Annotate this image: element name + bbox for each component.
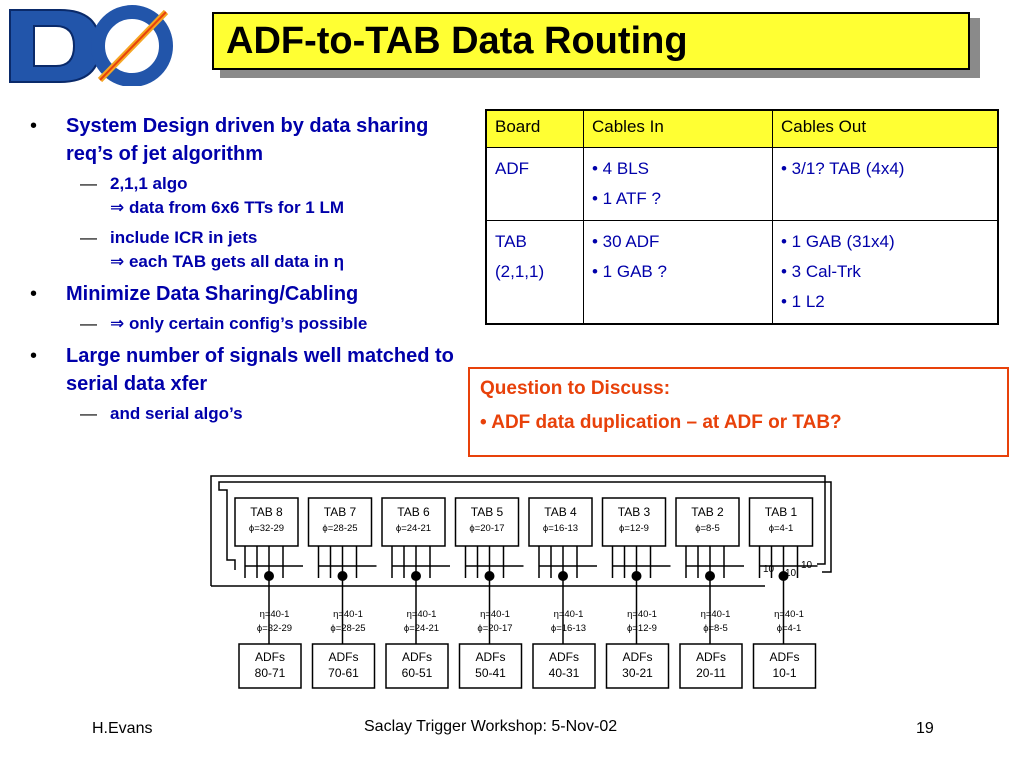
adf-name: ADFs [549,650,579,664]
tab-name: TAB 4 [544,505,577,519]
adf-range: 80-71 [254,666,286,680]
column-header: Board [486,110,584,148]
bullet-item [30,112,480,168]
table-header-row [486,110,998,148]
tab-phi-label: ϕ=24-21 [395,523,432,534]
table-cell [584,221,773,325]
tab-phi-label: ϕ=28-25 [322,523,358,534]
eta-range-label: η=40-1 [700,609,731,620]
column-header: Cables Out [773,110,999,148]
cell-text: • 1 L2 [781,292,825,311]
table-cell [773,148,999,221]
routing-diagram [205,474,835,692]
bullet-dot-icon: • [30,345,38,367]
eta-range-label: η=40-1 [553,609,584,620]
adf-range: 50-41 [475,666,506,680]
tab-name: TAB 2 [691,505,724,519]
cable-count-label: 10 [785,568,797,579]
tab-phi-label: ϕ=32-29 [248,523,285,534]
column-header: Cables In [584,110,773,148]
dash-icon: — [80,228,97,247]
eta-range-label: η=40-1 [774,609,804,620]
table-cell [584,148,773,221]
adf-name: ADFs [255,650,285,664]
phi-range-label: ϕ=16-13 [550,623,587,634]
bullet-dot-icon: • [30,115,38,137]
footer-event: Saclay Trigger Workshop: 5-Nov-02 [364,718,618,735]
table-row [486,221,998,325]
cell-text: TAB (2,1,1) [495,232,545,281]
table-cell [486,221,584,325]
adf-range: 30-21 [622,666,653,680]
adf-range: 70-61 [328,666,359,680]
bullet-text: Large number of signals well matched to serial data xfer [66,345,454,395]
bullet-text: Minimize Data Sharing/Cabling [66,283,359,305]
adf-name: ADFs [328,650,359,664]
adf-range: 20-11 [696,666,726,680]
adf-name: ADFs [475,650,506,664]
footer-page-number: 19 [916,720,934,737]
adf-range: 60-51 [401,666,433,680]
tab-name: TAB 6 [397,505,430,519]
tab-phi-label: ϕ=20-17 [469,523,505,534]
phi-range-label: ϕ=4-1 [776,623,802,634]
cell-text: • 3/1? TAB (4x4) [781,159,905,178]
tab-name: TAB 7 [323,505,357,519]
tab-phi-label: ϕ=16-13 [542,523,579,534]
table-row [486,148,998,221]
sub-bullet-line: include ICR in jets [110,228,258,247]
adf-name: ADFs [402,650,432,664]
adf-range: 40-31 [548,666,580,680]
eta-range-label: η=40-1 [480,609,510,620]
cell-text: • 1 GAB (31x4) [781,232,895,251]
eta-range-label: η=40-1 [259,609,290,620]
cable-count-label: 10 [763,564,775,575]
sub-bullet-item [30,312,480,336]
routing-table [485,109,999,325]
cell-text: • 4 BLS [592,159,649,178]
adf-range: 10-1 [772,666,797,680]
dash-icon: — [80,174,97,193]
cell-text: • 1 ATF ? [592,189,661,208]
sub-bullet-line: and serial algo’s [110,404,243,423]
bullet-item [30,342,480,398]
bullet-text: System Design driven by data sharing req’s of jet algorithm [66,115,429,165]
eta-range-label: η=40-1 [627,609,657,620]
tab-name: TAB 5 [470,505,504,519]
phi-range-label: ϕ=32-29 [256,623,293,634]
footer-author: H.Evans [92,720,153,737]
cell-text: • 1 GAB ? [592,262,667,281]
table-cell [773,221,999,325]
phi-range-label: ϕ=8-5 [703,623,728,634]
cable-count-label: 10 [801,560,813,571]
tab-name: TAB 1 [764,505,798,519]
bullet-item [30,280,480,308]
adf-name: ADFs [769,650,800,664]
sub-bullet-line: ⇒ data from 6x6 TTs for 1 LM [110,198,345,217]
title-box [212,12,970,70]
question-title: Question to Discuss: [480,378,671,399]
sub-bullet-item [30,172,480,220]
bullet-list [30,112,480,432]
tab-phi-label: ϕ=8-5 [695,523,720,534]
bullet-dot-icon: • [30,283,38,305]
do-logo [4,4,174,86]
phi-range-label: ϕ=20-17 [477,623,513,634]
page-title: ADF-to-TAB Data Routing [226,19,688,62]
tab-name: TAB 8 [250,505,283,519]
tab-phi-label: ϕ=4-1 [768,523,794,534]
tab-name: TAB 3 [617,505,651,519]
adf-name: ADFs [696,650,726,664]
dash-icon: — [80,404,97,423]
sub-bullet-item [30,402,480,426]
logo-small-text: dg [44,39,65,58]
cell-text: • 3 Cal-Trk [781,262,861,281]
question-box [468,367,1009,457]
eta-range-label: η=40-1 [333,609,363,620]
cell-text: ADF [495,159,529,178]
sub-bullet-line: ⇒ only certain config’s possible [110,314,368,333]
tab-phi-label: ϕ=12-9 [619,523,649,534]
phi-range-label: ϕ=24-21 [403,623,440,634]
phi-range-label: ϕ=28-25 [330,623,366,634]
cell-text: • 30 ADF [592,232,660,251]
sub-bullet-line: 2,1,1 algo [110,174,188,193]
eta-range-label: η=40-1 [406,609,437,620]
table-cell [486,148,584,221]
sub-bullet-line: ⇒ each TAB gets all data in η [110,252,345,271]
phi-range-label: ϕ=12-9 [627,623,657,634]
adf-name: ADFs [622,650,653,664]
dash-icon: — [80,314,97,333]
question-text: • ADF data duplication – at ADF or TAB? [480,412,842,433]
sub-bullet-item [30,226,480,274]
